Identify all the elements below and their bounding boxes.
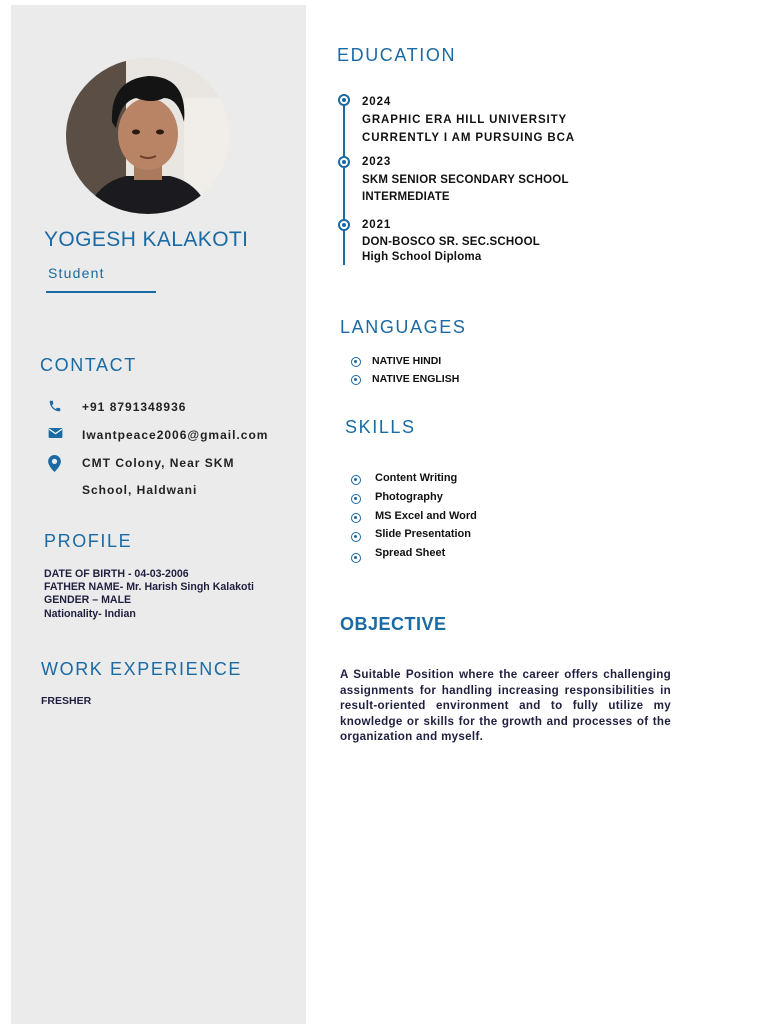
profile-father-name: FATHER NAME- Mr. Harish Singh Kalakoti: [44, 581, 254, 593]
phone-text: +91 8791348936: [82, 400, 187, 414]
objective-text: A Suitable Position where the career offers challenging assignments for handling increasing responsibilities in result-oriented environment and to fully utilize my knowledge or skills for the growth and processes of the organization and myself.: [340, 668, 671, 744]
timeline-dot: [338, 219, 350, 231]
bullet-icon: [351, 513, 361, 523]
education-detail: CURRENTLY I AM PURSUING BCA: [362, 132, 575, 144]
full-name: YOGESH KALAKOTI: [44, 228, 249, 251]
bullet-icon: [351, 475, 361, 485]
education-year: 2024: [362, 96, 392, 108]
language-item: NATIVE ENGLISH: [372, 373, 460, 385]
skill-item: Slide Presentation: [375, 528, 471, 540]
portrait-image: [66, 58, 230, 214]
education-year: 2023: [362, 156, 392, 168]
bullet-icon: [351, 532, 361, 542]
objective-heading: OBJECTIVE: [340, 614, 447, 634]
bullet-icon: [351, 357, 361, 367]
timeline-dot: [338, 94, 350, 106]
education-institution: DON-BOSCO SR. SEC.SCHOOL: [362, 236, 540, 248]
profile-photo: [66, 58, 230, 214]
bullet-icon: [351, 375, 361, 385]
education-timeline: [343, 97, 345, 265]
education-heading: EDUCATION: [337, 45, 457, 65]
languages-heading: LANGUAGES: [340, 317, 467, 337]
education-institution: SKM SENIOR SECONDARY SCHOOL: [362, 174, 569, 186]
bullet-icon: [351, 494, 361, 504]
skill-item: MS Excel and Word: [375, 510, 477, 522]
profile-heading: PROFILE: [44, 531, 133, 551]
contact-heading: CONTACT: [40, 355, 137, 375]
profile-dob: DATE OF BIRTH - 04-03-2006: [44, 568, 189, 580]
role-title: Student: [48, 265, 105, 281]
education-institution: GRAPHIC ERA HILL UNIVERSITY: [362, 114, 568, 126]
work-experience-heading: WORK EXPERIENCE: [41, 659, 243, 679]
phone-icon: [48, 399, 66, 415]
education-detail: High School Diploma: [362, 251, 482, 263]
skills-heading: SKILLS: [345, 417, 416, 437]
location-pin-icon: [48, 455, 66, 471]
bullet-icon: [351, 553, 361, 563]
address-line-2: School, Haldwani: [82, 483, 198, 497]
profile-gender: GENDER – MALE: [44, 594, 132, 606]
role-underline: [46, 291, 156, 293]
skill-item: Spread Sheet: [375, 547, 446, 559]
language-item: NATIVE HINDI: [372, 355, 442, 367]
work-experience-value: FRESHER: [41, 695, 92, 707]
skill-item: Content Writing: [375, 472, 458, 484]
address-line-1: CMT Colony, Near SKM: [82, 456, 235, 470]
skill-item: Photography: [375, 491, 443, 503]
mail-icon: [48, 427, 66, 443]
education-year: 2021: [362, 219, 392, 231]
timeline-dot: [338, 156, 350, 168]
education-detail: INTERMEDIATE: [362, 191, 450, 203]
email-text: Iwantpeace2006@gmail.com: [82, 428, 269, 442]
profile-nationality: Nationality- Indian: [44, 608, 136, 620]
